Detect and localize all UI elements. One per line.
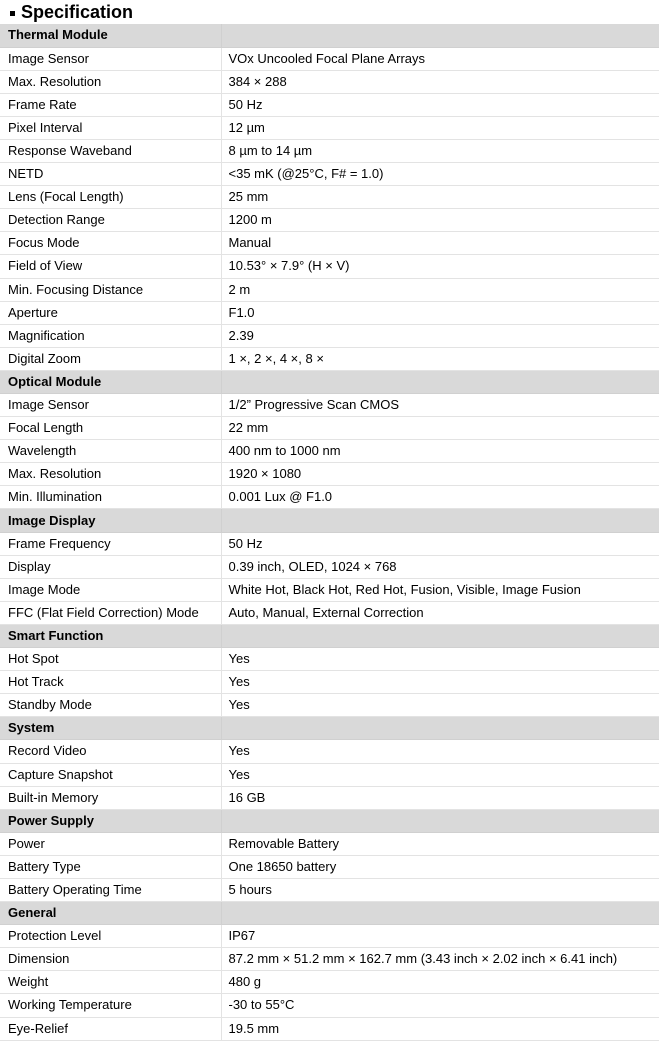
spec-value: 22 mm — [221, 417, 659, 440]
spec-label: Pixel Interval — [0, 116, 221, 139]
spec-value: 2 m — [221, 278, 659, 301]
table-row — [0, 486, 659, 509]
spec-table-body — [0, 24, 659, 1040]
spec-label: Response Waveband — [0, 139, 221, 162]
spec-label: Frame Rate — [0, 93, 221, 116]
spec-value: Yes — [221, 740, 659, 763]
spec-value: 87.2 mm × 51.2 mm × 162.7 mm (3.43 inch × 2.02 inch × 6.41 inch) — [221, 948, 659, 971]
spec-value: 10.53° × 7.9° (H × V) — [221, 255, 659, 278]
table-row — [0, 532, 659, 555]
table-row — [0, 394, 659, 417]
spec-value: 0.001 Lux @ F1.0 — [221, 486, 659, 509]
spec-value: VOx Uncooled Focal Plane Arrays — [221, 47, 659, 70]
spec-label: Image Sensor — [0, 47, 221, 70]
spec-value: 25 mm — [221, 186, 659, 209]
table-row — [0, 740, 659, 763]
spec-label: Protection Level — [0, 925, 221, 948]
spec-value: -30 to 55°C — [221, 994, 659, 1017]
spec-value: 0.39 inch, OLED, 1024 × 768 — [221, 555, 659, 578]
spec-label: Focus Mode — [0, 232, 221, 255]
section-header-spacer — [221, 902, 659, 925]
section-header-row — [0, 24, 659, 47]
spec-value: 50 Hz — [221, 532, 659, 555]
spec-label: Field of View — [0, 255, 221, 278]
spec-label: Min. Illumination — [0, 486, 221, 509]
section-title: Thermal Module — [0, 24, 221, 47]
table-row — [0, 93, 659, 116]
spec-value: White Hot, Black Hot, Red Hot, Fusion, Visible, Image Fusion — [221, 578, 659, 601]
spec-label: Aperture — [0, 301, 221, 324]
spec-value: IP67 — [221, 925, 659, 948]
table-row — [0, 578, 659, 601]
spec-label: Dimension — [0, 948, 221, 971]
table-row — [0, 47, 659, 70]
table-row — [0, 347, 659, 370]
spec-label: Eye-Relief — [0, 1017, 221, 1040]
table-row — [0, 878, 659, 901]
page-title: Specification — [21, 2, 134, 22]
section-header-row — [0, 902, 659, 925]
spec-value: Yes — [221, 694, 659, 717]
spec-value: 2.39 — [221, 324, 659, 347]
spec-label: Focal Length — [0, 417, 221, 440]
spec-label: Image Sensor — [0, 394, 221, 417]
spec-label: Hot Spot — [0, 648, 221, 671]
bullet-icon — [10, 11, 15, 16]
table-row — [0, 1017, 659, 1040]
section-title: Optical Module — [0, 370, 221, 393]
spec-label: Lens (Focal Length) — [0, 186, 221, 209]
spec-label: Battery Type — [0, 855, 221, 878]
spec-label: Image Mode — [0, 578, 221, 601]
table-row — [0, 324, 659, 347]
spec-label: Magnification — [0, 324, 221, 347]
spec-value: Manual — [221, 232, 659, 255]
spec-label: Record Video — [0, 740, 221, 763]
spec-value: 50 Hz — [221, 93, 659, 116]
spec-value: 19.5 mm — [221, 1017, 659, 1040]
spec-heading — [0, 0, 659, 24]
table-row — [0, 116, 659, 139]
spec-value: 8 µm to 14 µm — [221, 139, 659, 162]
spec-value: Yes — [221, 763, 659, 786]
spec-value: Auto, Manual, External Correction — [221, 601, 659, 624]
spec-label: Digital Zoom — [0, 347, 221, 370]
spec-label: Detection Range — [0, 209, 221, 232]
spec-label: Capture Snapshot — [0, 763, 221, 786]
table-row — [0, 139, 659, 162]
table-row — [0, 255, 659, 278]
table-row — [0, 209, 659, 232]
spec-label: Working Temperature — [0, 994, 221, 1017]
table-row — [0, 186, 659, 209]
spec-value: 1920 × 1080 — [221, 463, 659, 486]
spec-label: Weight — [0, 971, 221, 994]
spec-label: FFC (Flat Field Correction) Mode — [0, 601, 221, 624]
table-row — [0, 463, 659, 486]
section-header-spacer — [221, 24, 659, 47]
spec-label: Standby Mode — [0, 694, 221, 717]
spec-value: Yes — [221, 671, 659, 694]
table-row — [0, 671, 659, 694]
spec-value: 1200 m — [221, 209, 659, 232]
section-header-row — [0, 624, 659, 647]
table-row — [0, 855, 659, 878]
spec-label: Wavelength — [0, 440, 221, 463]
table-row — [0, 70, 659, 93]
spec-label: Max. Resolution — [0, 70, 221, 93]
table-row — [0, 786, 659, 809]
table-row — [0, 763, 659, 786]
spec-value: 16 GB — [221, 786, 659, 809]
table-row — [0, 232, 659, 255]
table-row — [0, 278, 659, 301]
spec-value: 5 hours — [221, 878, 659, 901]
section-title: Image Display — [0, 509, 221, 532]
spec-label: Max. Resolution — [0, 463, 221, 486]
table-row — [0, 417, 659, 440]
table-row — [0, 301, 659, 324]
table-row — [0, 994, 659, 1017]
spec-label: Hot Track — [0, 671, 221, 694]
spec-label: Frame Frequency — [0, 532, 221, 555]
table-row — [0, 971, 659, 994]
table-row — [0, 948, 659, 971]
section-title: Smart Function — [0, 624, 221, 647]
section-header-spacer — [221, 624, 659, 647]
table-row — [0, 694, 659, 717]
section-header-spacer — [221, 370, 659, 393]
spec-value: <35 mK (@25°C, F# = 1.0) — [221, 163, 659, 186]
section-header-spacer — [221, 509, 659, 532]
section-header-row — [0, 509, 659, 532]
table-row — [0, 163, 659, 186]
section-header-row — [0, 717, 659, 740]
section-title: System — [0, 717, 221, 740]
spec-value: 400 nm to 1000 nm — [221, 440, 659, 463]
spec-value: 480 g — [221, 971, 659, 994]
spec-value: 384 × 288 — [221, 70, 659, 93]
section-title: General — [0, 902, 221, 925]
spec-value: Yes — [221, 648, 659, 671]
section-header-row — [0, 370, 659, 393]
spec-label: Battery Operating Time — [0, 878, 221, 901]
spec-value: 12 µm — [221, 116, 659, 139]
spec-label: Power — [0, 832, 221, 855]
spec-value: F1.0 — [221, 301, 659, 324]
spec-value: Removable Battery — [221, 832, 659, 855]
table-row — [0, 648, 659, 671]
table-row — [0, 440, 659, 463]
table-row — [0, 555, 659, 578]
table-row — [0, 832, 659, 855]
spec-value: 1 ×, 2 ×, 4 ×, 8 × — [221, 347, 659, 370]
spec-label: NETD — [0, 163, 221, 186]
section-header-spacer — [221, 809, 659, 832]
spec-value: 1/2” Progressive Scan CMOS — [221, 394, 659, 417]
section-header-spacer — [221, 717, 659, 740]
spec-table — [0, 24, 659, 1041]
spec-label: Built-in Memory — [0, 786, 221, 809]
table-row — [0, 601, 659, 624]
section-title: Power Supply — [0, 809, 221, 832]
spec-value: One 18650 battery — [221, 855, 659, 878]
table-row — [0, 925, 659, 948]
spec-label: Display — [0, 555, 221, 578]
section-header-row — [0, 809, 659, 832]
spec-label: Min. Focusing Distance — [0, 278, 221, 301]
